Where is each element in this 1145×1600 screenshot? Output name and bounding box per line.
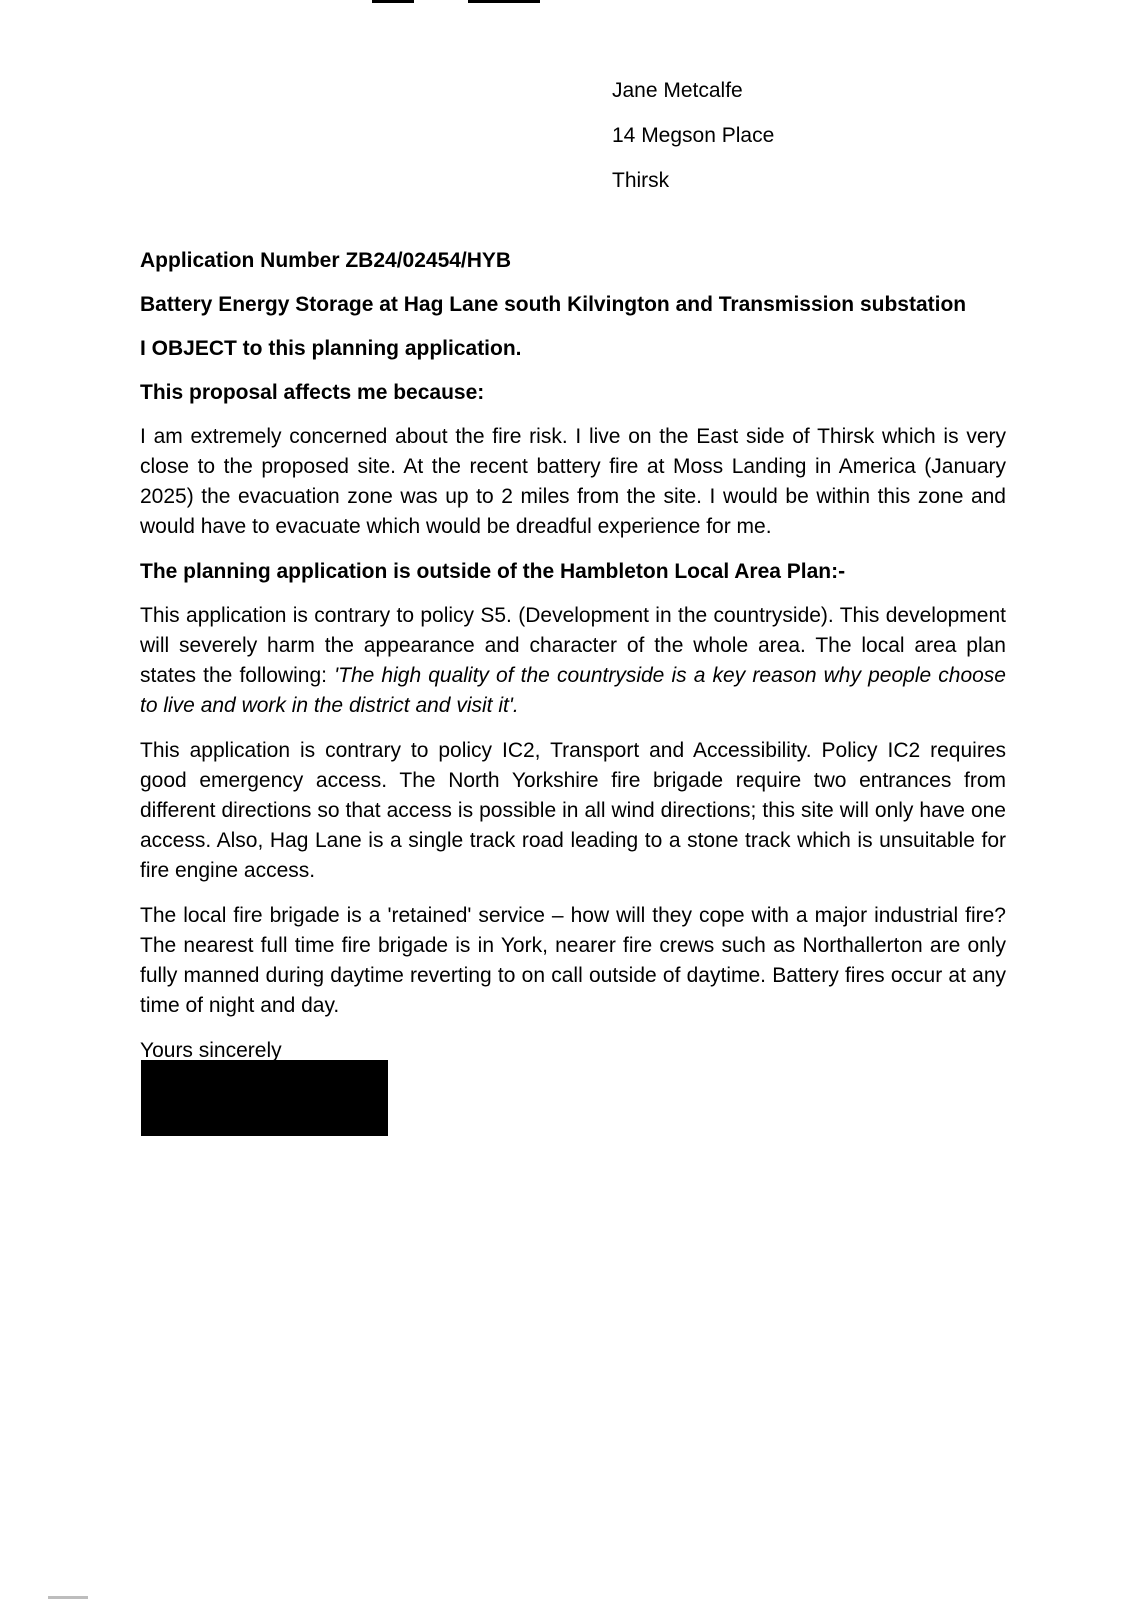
sender-name: Jane Metcalfe: [612, 79, 743, 102]
application-title: Battery Energy Storage at Hag Lane south Kilvington and Transmission substation: [140, 293, 967, 316]
application-number: Application Number ZB24/02454/HYB: [140, 249, 512, 272]
redacted-signature-block: [141, 1060, 388, 1136]
policy-s5-quote: 'The high quality of the countryside is a key reason why people choose to live and work in the district and visit it'.: [140, 664, 1006, 717]
affects-heading: This proposal affects me because:: [140, 381, 485, 404]
sender-street: 14 Megson Place: [612, 124, 775, 147]
policy-s5-text: This application is contrary to policy S5. (Development in the countryside). This development will severely harm the appearance and character of the whole area. The local area plan states the following:: [140, 604, 1006, 687]
objection-statement: I OBJECT to this planning application.: [140, 337, 522, 360]
letter-body: [140, 246, 1006, 1136]
fire-risk-paragraph: I am extremely concerned about the fire risk. I live on the East side of Thirsk which is very close to the proposed site. At the recent battery fire at Moss Landing in America (January 2025) the evacuation zone was up to 2 miles from the site. I would be within this zone and would have to evacuate which would be dreadful experience for me.: [140, 425, 1006, 538]
sender-address: [612, 68, 774, 203]
scan-artifact-mark: [468, 0, 540, 3]
scan-artifact-mark: [372, 0, 414, 3]
sender-town: Thirsk: [612, 169, 670, 192]
scan-artifact-mark: [48, 1596, 88, 1599]
policy-s5-paragraph: [140, 601, 1006, 721]
fire-brigade-paragraph: The local fire brigade is a 'retained' service – how will they cope with a major industrial fire? The nearest full time fire brigade is in York, nearer fire crews such as Northallerton are only fully manned during daytime reverting to on call outside of daytime. Battery fires occur at any time of night and day.: [140, 904, 1006, 1017]
closing-salutation: Yours sincerely: [140, 1039, 282, 1062]
plan-heading: The planning application is outside of the Hambleton Local Area Plan:-: [140, 560, 846, 583]
policy-ic2-paragraph: This application is contrary to policy IC2, Transport and Accessibility. Policy IC2 requires good emergency access. The North Yorkshire fire brigade require two entrances from different directions so that access is possible in all wind directions; this site will only have one access. Also, Hag Lane is a single track road leading to a stone track which is unsuitable for fire engine access.: [140, 739, 1006, 882]
